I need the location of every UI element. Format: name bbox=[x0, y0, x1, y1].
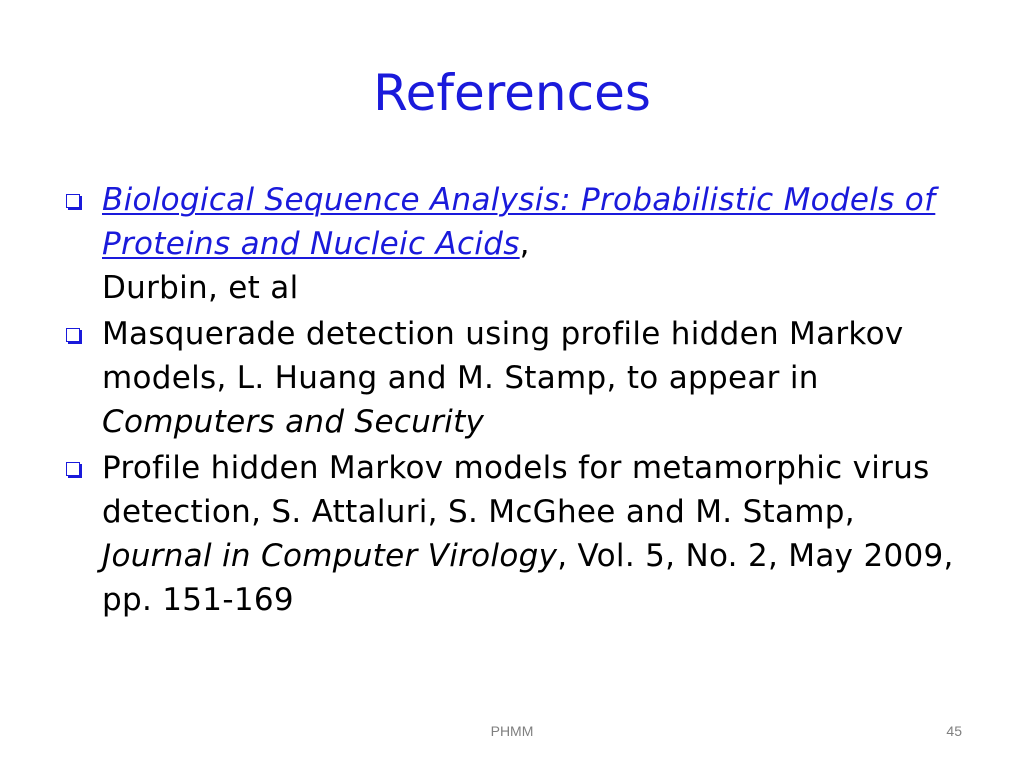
reference-authors: Durbin, et al bbox=[102, 270, 299, 306]
reference-venue: Computers and Security bbox=[102, 404, 485, 440]
slide-title: References bbox=[373, 64, 651, 122]
hollow-square-bullet-icon bbox=[66, 328, 80, 342]
reference-item bbox=[60, 178, 960, 310]
reference-text: Profile hidden Markov models for metamorphic virus detection, S. Attaluri, S. McGhee and M. Stamp, bbox=[102, 450, 930, 530]
hollow-square-bullet-icon bbox=[66, 194, 80, 208]
reference-venue: Journal in Computer Virology bbox=[102, 538, 558, 574]
reference-text: Masquerade detection using profile hidden Markov models, L. Huang and M. Stamp, to appear in bbox=[102, 316, 904, 396]
reference-details: , Vol. 5, No. 2, May 2009, pp. 151-169 bbox=[102, 538, 954, 618]
reference-book-link[interactable]: Biological Sequence Analysis: Probabilistic Models of Proteins and Nucleic Acids bbox=[102, 182, 936, 262]
hollow-square-bullet-icon bbox=[66, 462, 80, 476]
reference-separator: , bbox=[519, 226, 530, 262]
reference-item bbox=[60, 446, 960, 622]
reference-list bbox=[60, 178, 960, 624]
footer-label: PHMM bbox=[490, 723, 534, 739]
page-number: 45 bbox=[946, 723, 962, 739]
reference-item bbox=[60, 312, 960, 444]
